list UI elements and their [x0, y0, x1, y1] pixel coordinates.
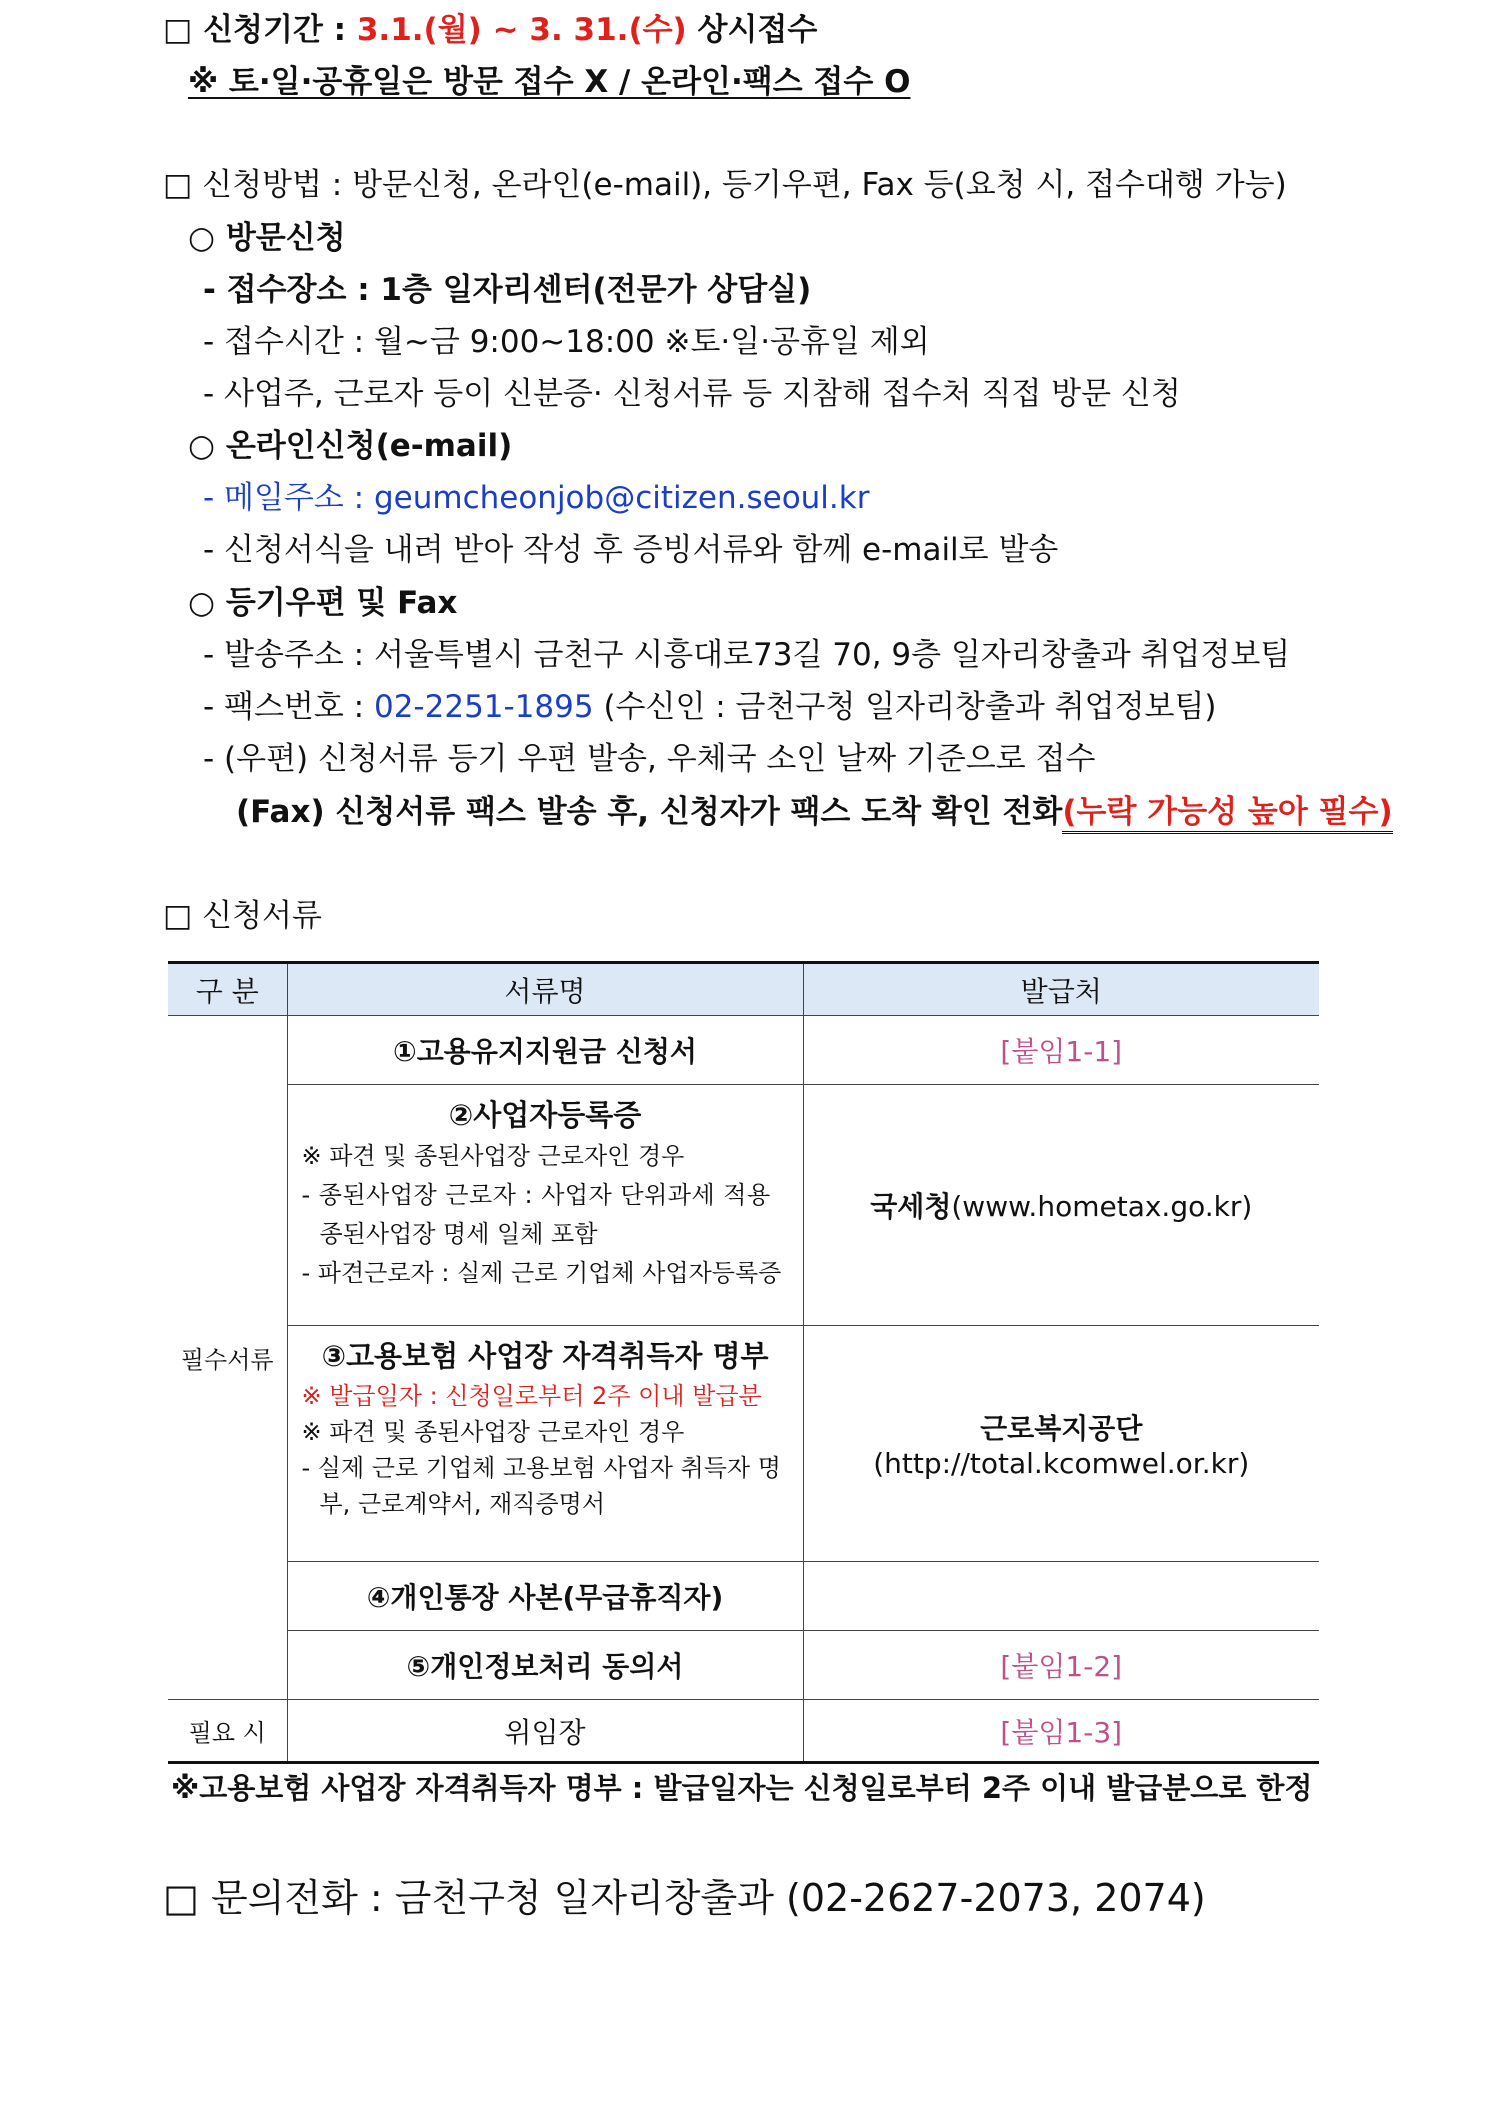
header-doc-name: 서류명: [287, 963, 803, 1016]
period-label: □ 신청기간 :: [163, 12, 347, 48]
doc-notes: [288, 1378, 803, 1526]
doc-source: [붙임1-1]: [803, 1016, 1319, 1085]
table-row: [168, 1085, 1319, 1326]
required-label: 필수서류: [168, 1016, 287, 1700]
method-heading: □ 신청방법 : 방문신청, 온라인(e-mail), 등기우편, Fax 등(요청 시, 접수대행 가능): [163, 167, 1287, 203]
header-category: 구 분: [168, 963, 287, 1016]
fax-note-line: [236, 792, 1393, 832]
doc-source: [붙임1-3]: [803, 1700, 1319, 1763]
online-title: ○ 온라인신청(e-mail): [188, 428, 513, 464]
inquiry: □ 문의전화 : 금천구청 일자리창출과 (02-2627-2073, 2074): [163, 1876, 1206, 1920]
source-name: 근로복지공단: [980, 1412, 1143, 1445]
doc-notes: [288, 1137, 803, 1297]
fax-prefix: - 팩스번호 :: [203, 689, 365, 725]
visit-title: ○ 방문신청: [188, 220, 346, 256]
source-url[interactable]: (www.hometax.go.kr): [951, 1190, 1253, 1223]
table-row: [168, 1700, 1319, 1763]
doc-source: [803, 1562, 1319, 1631]
table-row: [168, 1562, 1319, 1631]
post-note: - (우편) 신청서류 등기 우편 발송, 우체국 소인 날짜 기준으로 접수: [203, 741, 1096, 777]
online-desc: - 신청서식을 내려 받아 작성 후 증빙서류와 함께 e-mail로 발송: [203, 532, 1059, 568]
visit-place: - 접수장소 : 1층 일자리센터(전문가 상담실): [203, 272, 812, 308]
mail-address: - 발송주소 : 서울특별시 금천구 시흥대로73길 70, 9층 일자리창출과 취업정보팀: [203, 637, 1291, 673]
docs-table: [168, 961, 1319, 1764]
docs-heading: □ 신청서류: [163, 898, 322, 934]
mail-title: ○ 등기우편 및 Fax: [188, 585, 458, 621]
note-line: ※ 파견 및 종된사업장 근로자인 경우: [301, 1142, 685, 1170]
doc-source: [803, 1085, 1319, 1326]
note-line: - 실제 근로 기업체 고용보험 사업자 취득자 명: [301, 1454, 781, 1482]
fax-note: (Fax) 신청서류 팩스 발송 후, 신청자가 팩스 도착 확인 전화: [236, 794, 1063, 830]
table-row: [168, 1326, 1319, 1562]
note-line: 종된사업장 명세 일체 포함: [319, 1220, 598, 1248]
table-row: [168, 1016, 1319, 1085]
note-line-red: ※ 발급일자 : 신청일로부터 2주 이내 발급분: [301, 1382, 762, 1410]
source-url[interactable]: (http://total.kcomwel.or.kr): [873, 1447, 1250, 1480]
note-line: ※ 파견 및 종된사업장 근로자인 경우: [301, 1418, 685, 1446]
period-line: [163, 10, 817, 50]
doc-name: ④개인통장 사본(무급휴직자): [287, 1562, 803, 1631]
doc-name: ③고용보험 사업장 자격취득자 명부: [321, 1339, 769, 1373]
note-line: 부, 근로계약서, 재직증명서: [319, 1490, 606, 1518]
doc-cell: [287, 1085, 803, 1326]
doc-name: 위임장: [287, 1700, 803, 1763]
visit-hours: - 접수시간 : 월~금 9:00~18:00 ※토·일·공휴일 제외: [203, 324, 930, 360]
fax-number: 02-2251-1895: [373, 689, 594, 725]
doc-name: ⑤개인정보처리 동의서: [287, 1631, 803, 1700]
doc-name: ①고용유지지원금 신청서: [287, 1016, 803, 1085]
note-line: - 종된사업장 근로자 : 사업자 단위과세 적용: [301, 1181, 771, 1209]
period-suffix: 상시접수: [697, 12, 818, 48]
header-issuer: 발급처: [803, 963, 1319, 1016]
note-line: - 파견근로자 : 실제 근로 기업체 사업자등록증: [301, 1259, 782, 1287]
optional-label: 필요 시: [168, 1700, 287, 1763]
fax-warning: (누락 가능성 높아 필수): [1062, 794, 1392, 834]
period-dates: 3.1.(월) ~ 3. 31.(수): [356, 12, 687, 48]
doc-source: [붙임1-2]: [803, 1631, 1319, 1700]
doc-cell: [287, 1326, 803, 1562]
online-email[interactable]: - 메일주소 : geumcheonjob@citizen.seoul.kr: [203, 480, 870, 516]
doc-name: ②사업자등록증: [448, 1098, 642, 1132]
visit-who: - 사업주, 근로자 등이 신분증· 신청서류 등 지참해 접수처 직접 방문 신청: [203, 376, 1181, 412]
fax-suffix: (수신인 : 금천구청 일자리창출과 취업정보팀): [603, 689, 1217, 725]
fax-line: [203, 687, 1217, 727]
doc-source: [803, 1326, 1319, 1562]
source-name: 국세청: [870, 1190, 952, 1223]
table-header-row: [168, 963, 1319, 1016]
docs-footnote: ※고용보험 사업장 자격취득자 명부 : 발급일자는 신청일로부터 2주 이내 발급분으로 한정: [171, 1771, 1313, 1805]
period-note: ※ 토·일·공휴일은 방문 접수 X / 온라인·팩스 접수 O: [188, 64, 911, 100]
table-row: [168, 1631, 1319, 1700]
